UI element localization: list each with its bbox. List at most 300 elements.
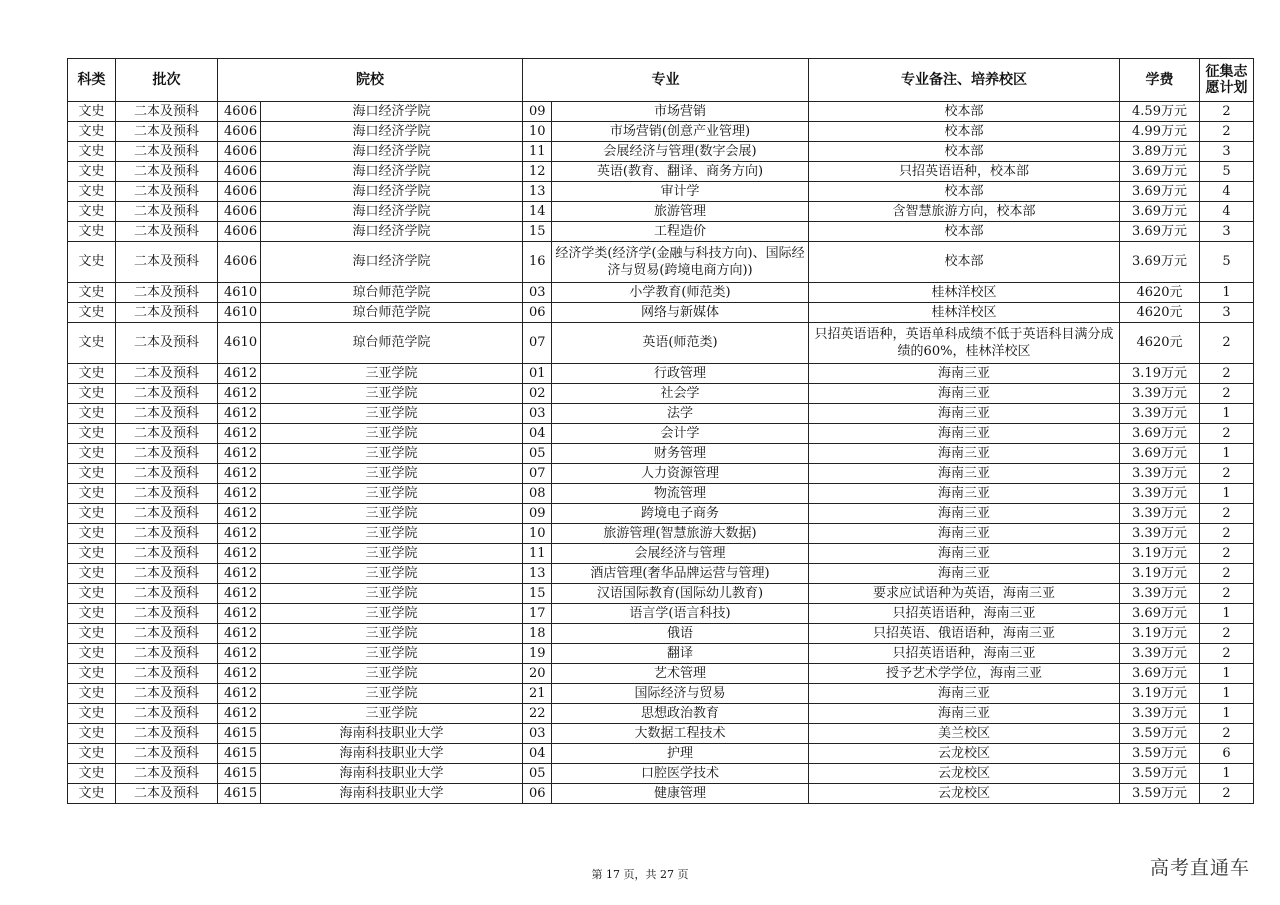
cell-batch: 二本及预科 [116, 404, 218, 424]
cell-fee: 3.19万元 [1120, 624, 1200, 644]
cell-category: 文史 [68, 624, 116, 644]
cell-category: 文史 [68, 564, 116, 584]
cell-major-name: 英语(师范类) [552, 323, 809, 364]
cell-notes: 海南三亚 [809, 684, 1120, 704]
cell-fee: 3.39万元 [1120, 384, 1200, 404]
cell-category: 文史 [68, 222, 116, 242]
table-row [68, 162, 1254, 182]
cell-school-code: 4612 [218, 504, 261, 524]
table-row [68, 242, 1254, 283]
cell-plan: 2 [1200, 384, 1254, 404]
cell-major-code: 22 [523, 704, 552, 724]
cell-category: 文史 [68, 764, 116, 784]
cell-plan: 1 [1200, 444, 1254, 464]
cell-notes: 校本部 [809, 122, 1120, 142]
cell-batch: 二本及预科 [116, 303, 218, 323]
cell-plan: 1 [1200, 684, 1254, 704]
cell-school-code: 4612 [218, 444, 261, 464]
cell-school-name: 三亚学院 [261, 644, 523, 664]
cell-major-name: 口腔医学技术 [552, 764, 809, 784]
cell-major-name: 工程造价 [552, 222, 809, 242]
table-row [68, 504, 1254, 524]
cell-major-name: 英语(教育、翻译、商务方向) [552, 162, 809, 182]
cell-plan: 1 [1200, 484, 1254, 504]
cell-major-name: 思想政治教育 [552, 704, 809, 724]
cell-school-name: 三亚学院 [261, 664, 523, 684]
table-row [68, 122, 1254, 142]
cell-notes: 海南三亚 [809, 564, 1120, 584]
cell-category: 文史 [68, 404, 116, 424]
cell-notes: 海南三亚 [809, 704, 1120, 724]
cell-school-name: 海南科技职业大学 [261, 744, 523, 764]
cell-plan: 3 [1200, 303, 1254, 323]
cell-category: 文史 [68, 604, 116, 624]
cell-fee: 3.39万元 [1120, 644, 1200, 664]
cell-school-name: 海南科技职业大学 [261, 764, 523, 784]
cell-school-code: 4612 [218, 364, 261, 384]
cell-school-name: 三亚学院 [261, 384, 523, 404]
cell-major-code: 04 [523, 744, 552, 764]
cell-batch: 二本及预科 [116, 644, 218, 664]
table-row [68, 644, 1254, 664]
cell-school-code: 4606 [218, 242, 261, 283]
cell-school-code: 4612 [218, 664, 261, 684]
cell-plan: 1 [1200, 604, 1254, 624]
header-fee: 学费 [1120, 59, 1200, 102]
header-major: 专业 [523, 59, 809, 102]
cell-batch: 二本及预科 [116, 784, 218, 804]
table-row [68, 724, 1254, 744]
cell-batch: 二本及预科 [116, 162, 218, 182]
table-row [68, 444, 1254, 464]
cell-notes: 校本部 [809, 182, 1120, 202]
cell-fee: 4.59万元 [1120, 102, 1200, 122]
cell-category: 文史 [68, 524, 116, 544]
cell-notes: 云龙校区 [809, 764, 1120, 784]
cell-batch: 二本及预科 [116, 624, 218, 644]
cell-fee: 3.59万元 [1120, 784, 1200, 804]
cell-school-code: 4612 [218, 404, 261, 424]
table-row [68, 364, 1254, 384]
page-footer: 第 17 页，共 27 页 [591, 868, 689, 881]
cell-school-code: 4615 [218, 784, 261, 804]
cell-major-name: 国际经济与贸易 [552, 684, 809, 704]
cell-school-name: 三亚学院 [261, 564, 523, 584]
cell-fee: 3.69万元 [1120, 424, 1200, 444]
cell-school-name: 三亚学院 [261, 704, 523, 724]
table-row [68, 784, 1254, 804]
admission-table-page [67, 58, 1248, 804]
cell-school-name: 海南科技职业大学 [261, 724, 523, 744]
cell-major-code: 19 [523, 644, 552, 664]
cell-plan: 2 [1200, 584, 1254, 604]
cell-fee: 3.69万元 [1120, 604, 1200, 624]
cell-school-name: 三亚学院 [261, 424, 523, 444]
cell-major-name: 财务管理 [552, 444, 809, 464]
cell-major-code: 05 [523, 764, 552, 784]
cell-notes: 海南三亚 [809, 424, 1120, 444]
cell-major-name: 汉语国际教育(国际幼儿教育) [552, 584, 809, 604]
cell-school-code: 4610 [218, 283, 261, 303]
cell-category: 文史 [68, 142, 116, 162]
cell-major-name: 俄语 [552, 624, 809, 644]
cell-notes: 海南三亚 [809, 464, 1120, 484]
cell-major-code: 07 [523, 464, 552, 484]
table-row [68, 624, 1254, 644]
cell-batch: 二本及预科 [116, 242, 218, 283]
cell-fee: 3.69万元 [1120, 664, 1200, 684]
cell-category: 文史 [68, 323, 116, 364]
cell-major-name: 语言学(语言科技) [552, 604, 809, 624]
cell-category: 文史 [68, 664, 116, 684]
cell-plan: 2 [1200, 564, 1254, 584]
cell-batch: 二本及预科 [116, 744, 218, 764]
header-school: 院校 [218, 59, 523, 102]
header-batch: 批次 [116, 59, 218, 102]
cell-major-name: 会计学 [552, 424, 809, 444]
cell-school-name: 三亚学院 [261, 504, 523, 524]
table-row [68, 384, 1254, 404]
cell-batch: 二本及预科 [116, 444, 218, 464]
cell-school-name: 三亚学院 [261, 364, 523, 384]
table-row [68, 424, 1254, 444]
cell-plan: 2 [1200, 524, 1254, 544]
cell-fee: 4620元 [1120, 303, 1200, 323]
cell-school-code: 4606 [218, 222, 261, 242]
table-row [68, 684, 1254, 704]
cell-plan: 1 [1200, 283, 1254, 303]
cell-major-name: 酒店管理(奢华品牌运营与管理) [552, 564, 809, 584]
cell-major-name: 大数据工程技术 [552, 724, 809, 744]
cell-school-code: 4612 [218, 564, 261, 584]
cell-batch: 二本及预科 [116, 283, 218, 303]
cell-notes: 校本部 [809, 222, 1120, 242]
cell-plan: 2 [1200, 784, 1254, 804]
cell-category: 文史 [68, 744, 116, 764]
cell-school-code: 4612 [218, 544, 261, 564]
cell-school-code: 4606 [218, 182, 261, 202]
table-row [68, 182, 1254, 202]
cell-notes: 校本部 [809, 102, 1120, 122]
cell-notes: 只招英语语种，英语单科成绩不低于英语科目满分成绩的60%，桂林洋校区 [809, 323, 1120, 364]
cell-fee: 3.39万元 [1120, 404, 1200, 424]
cell-notes: 海南三亚 [809, 364, 1120, 384]
cell-major-code: 21 [523, 684, 552, 704]
cell-school-code: 4612 [218, 524, 261, 544]
cell-batch: 二本及预科 [116, 323, 218, 364]
cell-plan: 2 [1200, 624, 1254, 644]
cell-fee: 3.39万元 [1120, 524, 1200, 544]
cell-school-code: 4615 [218, 724, 261, 744]
cell-school-name: 三亚学院 [261, 464, 523, 484]
cell-batch: 二本及预科 [116, 142, 218, 162]
cell-batch: 二本及预科 [116, 364, 218, 384]
cell-major-code: 11 [523, 544, 552, 564]
cell-notes: 云龙校区 [809, 784, 1120, 804]
cell-school-code: 4606 [218, 142, 261, 162]
cell-fee: 3.69万元 [1120, 242, 1200, 283]
cell-school-code: 4606 [218, 102, 261, 122]
cell-fee: 3.69万元 [1120, 202, 1200, 222]
cell-plan: 2 [1200, 102, 1254, 122]
table-row [68, 303, 1254, 323]
cell-category: 文史 [68, 364, 116, 384]
cell-major-code: 01 [523, 364, 552, 384]
cell-plan: 5 [1200, 162, 1254, 182]
cell-fee: 3.59万元 [1120, 724, 1200, 744]
cell-plan: 3 [1200, 222, 1254, 242]
cell-category: 文史 [68, 303, 116, 323]
cell-major-name: 网络与新媒体 [552, 303, 809, 323]
table-row [68, 283, 1254, 303]
cell-school-code: 4612 [218, 704, 261, 724]
cell-fee: 3.39万元 [1120, 484, 1200, 504]
cell-major-name: 市场营销(创意产业管理) [552, 122, 809, 142]
cell-fee: 3.69万元 [1120, 162, 1200, 182]
cell-school-code: 4612 [218, 624, 261, 644]
table-row [68, 222, 1254, 242]
cell-notes: 只招英语语种，海南三亚 [809, 644, 1120, 664]
cell-school-name: 海口经济学院 [261, 162, 523, 182]
cell-fee: 3.39万元 [1120, 504, 1200, 524]
cell-major-code: 09 [523, 102, 552, 122]
cell-plan: 2 [1200, 504, 1254, 524]
cell-plan: 3 [1200, 142, 1254, 162]
cell-major-name: 市场营销 [552, 102, 809, 122]
cell-school-code: 4612 [218, 484, 261, 504]
cell-major-code: 06 [523, 303, 552, 323]
cell-plan: 2 [1200, 464, 1254, 484]
cell-plan: 4 [1200, 182, 1254, 202]
table-row [68, 764, 1254, 784]
cell-major-code: 11 [523, 142, 552, 162]
cell-major-name: 人力资源管理 [552, 464, 809, 484]
cell-category: 文史 [68, 283, 116, 303]
cell-fee: 3.39万元 [1120, 584, 1200, 604]
cell-fee: 3.69万元 [1120, 444, 1200, 464]
cell-fee: 3.59万元 [1120, 744, 1200, 764]
cell-plan: 6 [1200, 744, 1254, 764]
cell-batch: 二本及预科 [116, 504, 218, 524]
cell-school-name: 海口经济学院 [261, 142, 523, 162]
cell-batch: 二本及预科 [116, 604, 218, 624]
table-row [68, 564, 1254, 584]
cell-major-code: 15 [523, 584, 552, 604]
table-row [68, 202, 1254, 222]
cell-school-code: 4610 [218, 303, 261, 323]
cell-school-name: 三亚学院 [261, 404, 523, 424]
table-row [68, 664, 1254, 684]
cell-category: 文史 [68, 504, 116, 524]
cell-major-code: 13 [523, 564, 552, 584]
cell-category: 文史 [68, 242, 116, 283]
watermark-text: 高考直通车 [1149, 857, 1250, 879]
cell-major-name: 行政管理 [552, 364, 809, 384]
cell-category: 文史 [68, 162, 116, 182]
cell-school-name: 海口经济学院 [261, 222, 523, 242]
cell-batch: 二本及预科 [116, 122, 218, 142]
cell-major-code: 17 [523, 604, 552, 624]
cell-notes: 美兰校区 [809, 724, 1120, 744]
table-body [68, 102, 1254, 804]
cell-major-name: 健康管理 [552, 784, 809, 804]
cell-major-code: 14 [523, 202, 552, 222]
cell-major-code: 03 [523, 404, 552, 424]
cell-batch: 二本及预科 [116, 222, 218, 242]
cell-notes: 校本部 [809, 242, 1120, 283]
table-row [68, 524, 1254, 544]
cell-school-name: 三亚学院 [261, 684, 523, 704]
cell-notes: 海南三亚 [809, 484, 1120, 504]
cell-major-code: 08 [523, 484, 552, 504]
cell-plan: 1 [1200, 704, 1254, 724]
table-row [68, 544, 1254, 564]
cell-fee: 3.19万元 [1120, 364, 1200, 384]
cell-notes: 桂林洋校区 [809, 283, 1120, 303]
cell-major-code: 04 [523, 424, 552, 444]
cell-notes: 海南三亚 [809, 544, 1120, 564]
cell-category: 文史 [68, 102, 116, 122]
cell-notes: 海南三亚 [809, 404, 1120, 424]
cell-major-name: 翻译 [552, 644, 809, 664]
cell-plan: 2 [1200, 424, 1254, 444]
cell-category: 文史 [68, 584, 116, 604]
cell-major-code: 13 [523, 182, 552, 202]
cell-plan: 5 [1200, 242, 1254, 283]
cell-notes: 海南三亚 [809, 444, 1120, 464]
cell-fee: 3.69万元 [1120, 182, 1200, 202]
cell-school-name: 三亚学院 [261, 624, 523, 644]
cell-plan: 2 [1200, 544, 1254, 564]
table-row [68, 704, 1254, 724]
cell-fee: 3.19万元 [1120, 564, 1200, 584]
cell-category: 文史 [68, 784, 116, 804]
cell-notes: 含智慧旅游方向，校本部 [809, 202, 1120, 222]
table-row [68, 404, 1254, 424]
cell-major-code: 15 [523, 222, 552, 242]
cell-major-code: 16 [523, 242, 552, 283]
cell-major-code: 02 [523, 384, 552, 404]
cell-plan: 2 [1200, 644, 1254, 664]
cell-notes: 只招英语语种，校本部 [809, 162, 1120, 182]
table-row [68, 102, 1254, 122]
cell-notes: 只招英语、俄语语种，海南三亚 [809, 624, 1120, 644]
cell-batch: 二本及预科 [116, 544, 218, 564]
cell-school-code: 4606 [218, 202, 261, 222]
table-row [68, 484, 1254, 504]
cell-category: 文史 [68, 484, 116, 504]
cell-major-name: 法学 [552, 404, 809, 424]
cell-notes: 只招英语语种，海南三亚 [809, 604, 1120, 624]
cell-major-name: 小学教育(师范类) [552, 283, 809, 303]
cell-plan: 1 [1200, 404, 1254, 424]
cell-school-code: 4606 [218, 122, 261, 142]
cell-batch: 二本及预科 [116, 724, 218, 744]
cell-school-name: 三亚学院 [261, 484, 523, 504]
table-header-row [68, 59, 1254, 102]
cell-school-name: 海口经济学院 [261, 242, 523, 283]
cell-school-name: 三亚学院 [261, 604, 523, 624]
cell-major-name: 社会学 [552, 384, 809, 404]
cell-notes: 校本部 [809, 142, 1120, 162]
cell-school-name: 琼台师范学院 [261, 323, 523, 364]
cell-plan: 2 [1200, 323, 1254, 364]
cell-school-code: 4612 [218, 644, 261, 664]
cell-major-name: 经济学类(经济学(金融与科技方向)、国际经济与贸易(跨境电商方向)) [552, 242, 809, 283]
cell-batch: 二本及预科 [116, 484, 218, 504]
cell-batch: 二本及预科 [116, 524, 218, 544]
cell-school-name: 琼台师范学院 [261, 283, 523, 303]
cell-school-name: 三亚学院 [261, 444, 523, 464]
cell-fee: 3.19万元 [1120, 684, 1200, 704]
cell-plan: 4 [1200, 202, 1254, 222]
cell-school-code: 4615 [218, 764, 261, 784]
cell-batch: 二本及预科 [116, 102, 218, 122]
table-row [68, 323, 1254, 364]
table-row [68, 464, 1254, 484]
cell-plan: 2 [1200, 364, 1254, 384]
cell-major-code: 20 [523, 664, 552, 684]
cell-major-code: 05 [523, 444, 552, 464]
cell-major-code: 10 [523, 122, 552, 142]
cell-fee: 3.39万元 [1120, 704, 1200, 724]
cell-school-name: 海口经济学院 [261, 202, 523, 222]
cell-notes: 海南三亚 [809, 384, 1120, 404]
cell-school-name: 三亚学院 [261, 584, 523, 604]
cell-major-name: 旅游管理(智慧旅游大数据) [552, 524, 809, 544]
table-row [68, 744, 1254, 764]
cell-plan: 2 [1200, 724, 1254, 744]
cell-school-code: 4615 [218, 744, 261, 764]
cell-major-code: 10 [523, 524, 552, 544]
cell-school-name: 海口经济学院 [261, 102, 523, 122]
cell-notes: 要求应试语种为英语，海南三亚 [809, 584, 1120, 604]
cell-batch: 二本及预科 [116, 564, 218, 584]
cell-fee: 4620元 [1120, 323, 1200, 364]
header-notes: 专业备注、培养校区 [809, 59, 1120, 102]
table-row [68, 142, 1254, 162]
cell-category: 文史 [68, 182, 116, 202]
admission-table [67, 58, 1254, 804]
cell-category: 文史 [68, 384, 116, 404]
cell-school-name: 三亚学院 [261, 544, 523, 564]
cell-major-code: 03 [523, 724, 552, 744]
header-plan: 征集志愿计划 [1200, 59, 1254, 102]
cell-school-code: 4612 [218, 384, 261, 404]
cell-major-name: 旅游管理 [552, 202, 809, 222]
cell-school-code: 4612 [218, 464, 261, 484]
cell-major-code: 03 [523, 283, 552, 303]
cell-major-code: 12 [523, 162, 552, 182]
cell-batch: 二本及预科 [116, 664, 218, 684]
cell-batch: 二本及预科 [116, 464, 218, 484]
cell-category: 文史 [68, 122, 116, 142]
cell-school-code: 4612 [218, 684, 261, 704]
cell-category: 文史 [68, 464, 116, 484]
cell-major-name: 护理 [552, 744, 809, 764]
cell-notes: 云龙校区 [809, 744, 1120, 764]
header-category: 科类 [68, 59, 116, 102]
cell-major-code: 18 [523, 624, 552, 644]
cell-batch: 二本及预科 [116, 182, 218, 202]
cell-fee: 4620元 [1120, 283, 1200, 303]
cell-batch: 二本及预科 [116, 704, 218, 724]
cell-notes: 海南三亚 [809, 524, 1120, 544]
cell-school-code: 4612 [218, 584, 261, 604]
cell-major-name: 审计学 [552, 182, 809, 202]
cell-category: 文史 [68, 644, 116, 664]
cell-school-code: 4612 [218, 424, 261, 444]
